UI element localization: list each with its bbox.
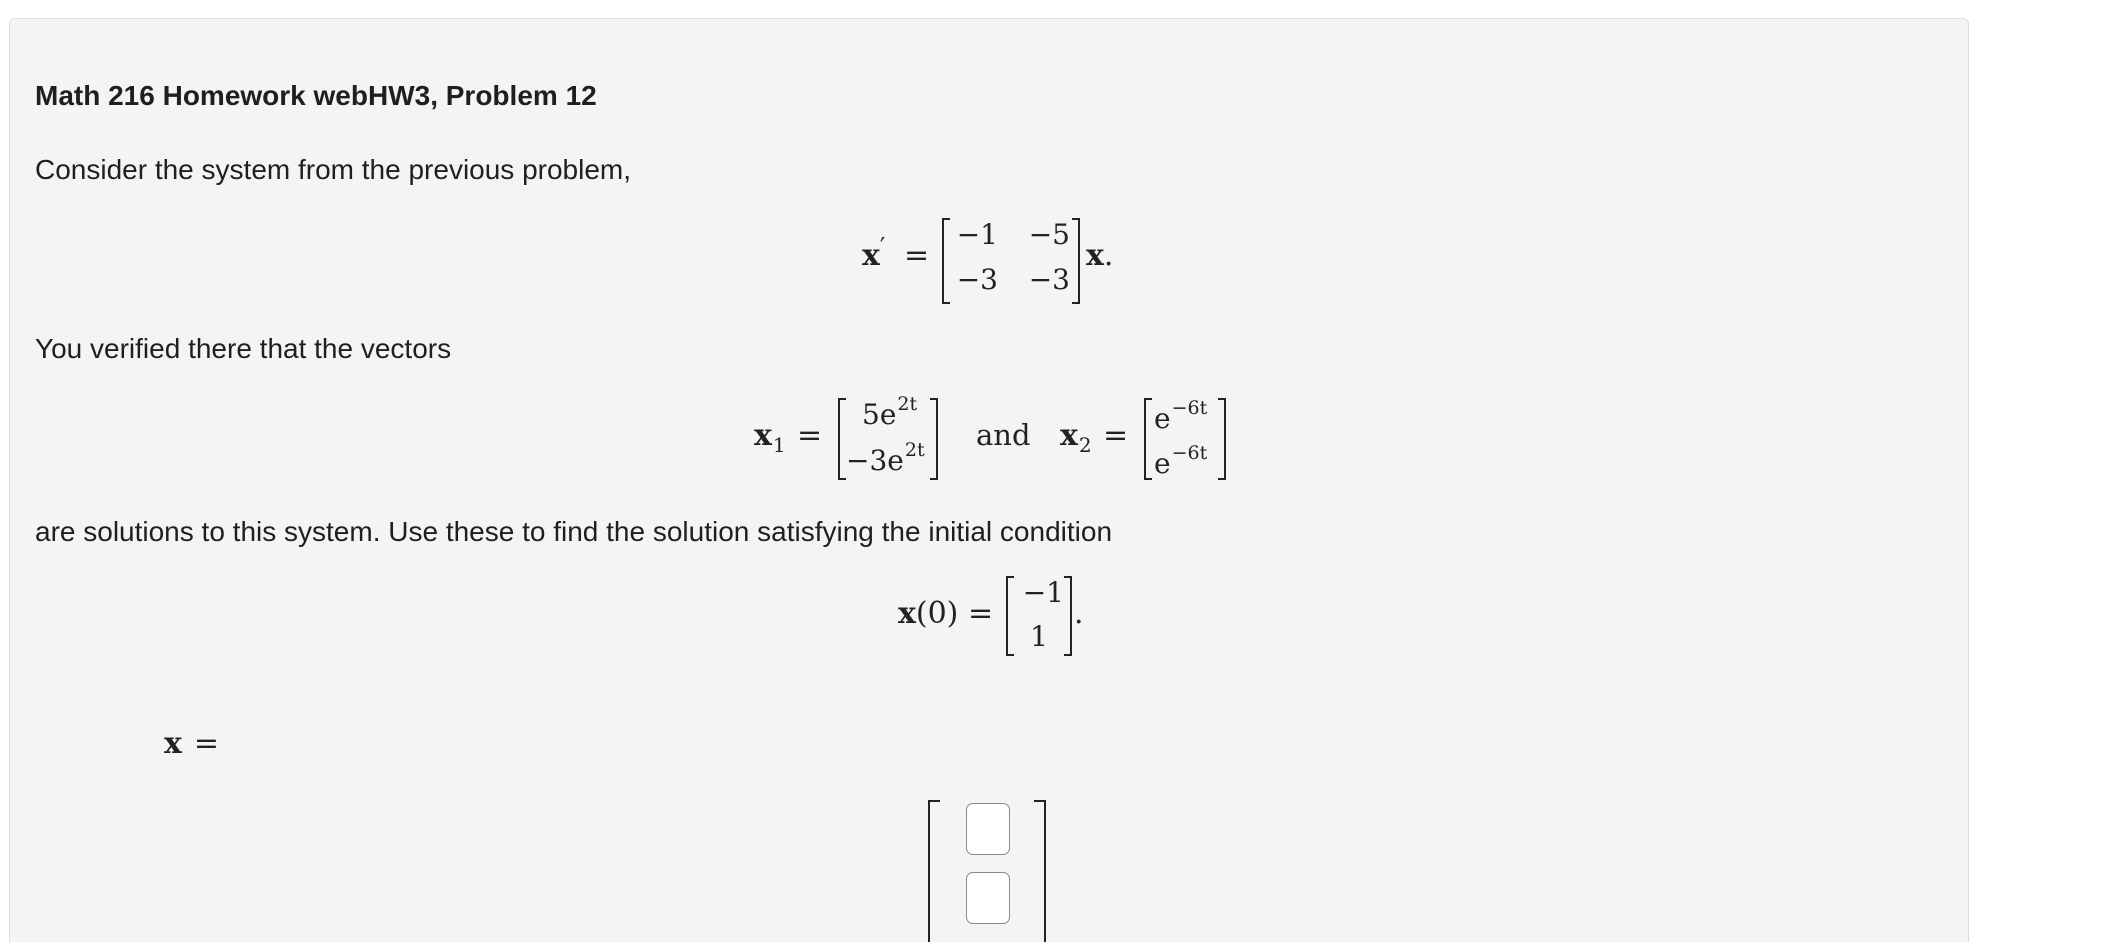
x2-left-bracket: [1144, 398, 1152, 480]
solution-vectors: [754, 393, 1234, 480]
x1-right-bracket: [930, 398, 938, 480]
answer-input-1[interactable]: [966, 803, 1010, 855]
x2-right-bracket: [1218, 398, 1226, 480]
problem-title: Math 216 Homework webHW3, Problem 12: [35, 80, 597, 111]
system-matrix: [942, 218, 1080, 304]
x1-equals: =: [797, 418, 823, 453]
initial-condition: [898, 574, 1098, 658]
matrix-cell: −1: [956, 218, 998, 251]
intro-text: Consider the system from the previous problem,: [35, 154, 632, 185]
verified-text: You verified there that the vectors: [35, 333, 452, 364]
matrix-cell: −3: [1028, 263, 1070, 296]
answer-right-bracket: [1034, 800, 1046, 942]
x2-vector: [1144, 398, 1226, 480]
system-equals: =: [904, 238, 930, 273]
system-rhs-vector: x: [1086, 238, 1104, 273]
matrix-cell: −3: [956, 263, 998, 296]
ic-entry: 1: [1030, 620, 1048, 653]
ic-left-bracket: [1006, 576, 1014, 656]
matrix-cell: −5: [1028, 218, 1070, 251]
system-lhs: x: [862, 238, 880, 273]
ic-period: .: [1074, 596, 1084, 631]
matrix-left-bracket: [942, 218, 950, 304]
ic-lhs: x(0): [898, 596, 959, 631]
x1-entry: $-3e^{2t}$: [846, 439, 925, 477]
matrix-right-bracket: [1072, 218, 1080, 304]
ic-right-bracket: [1064, 576, 1072, 656]
x1-vector: [838, 393, 938, 480]
system-prime: ′: [879, 233, 886, 261]
ic-entry: −1: [1022, 576, 1064, 609]
system-period: .: [1103, 238, 1114, 273]
x1-left-bracket: [838, 398, 846, 480]
answer-input-2[interactable]: [966, 872, 1010, 924]
x1-entry: $5e^{2t}$: [862, 393, 918, 431]
x1-label: $x_1$: [754, 418, 786, 457]
and-word: and: [976, 418, 1031, 452]
x2-label: $x_2$: [1060, 418, 1092, 457]
answer-left-bracket: [928, 800, 940, 942]
x2-equals: =: [1103, 418, 1129, 453]
ic-equals: =: [968, 596, 994, 631]
answer-label: x =: [164, 726, 220, 761]
system-equation: [862, 218, 1122, 304]
ic-vector: [1006, 576, 1072, 656]
answer-vector: [928, 800, 1046, 942]
x2-entry: $e^{-6t}$: [1154, 397, 1208, 435]
solutions-text: are solutions to this system. Use these to find the solution satisfying the initial condition: [35, 516, 1113, 547]
x2-entry: $e^{-6t}$: [1154, 442, 1208, 480]
